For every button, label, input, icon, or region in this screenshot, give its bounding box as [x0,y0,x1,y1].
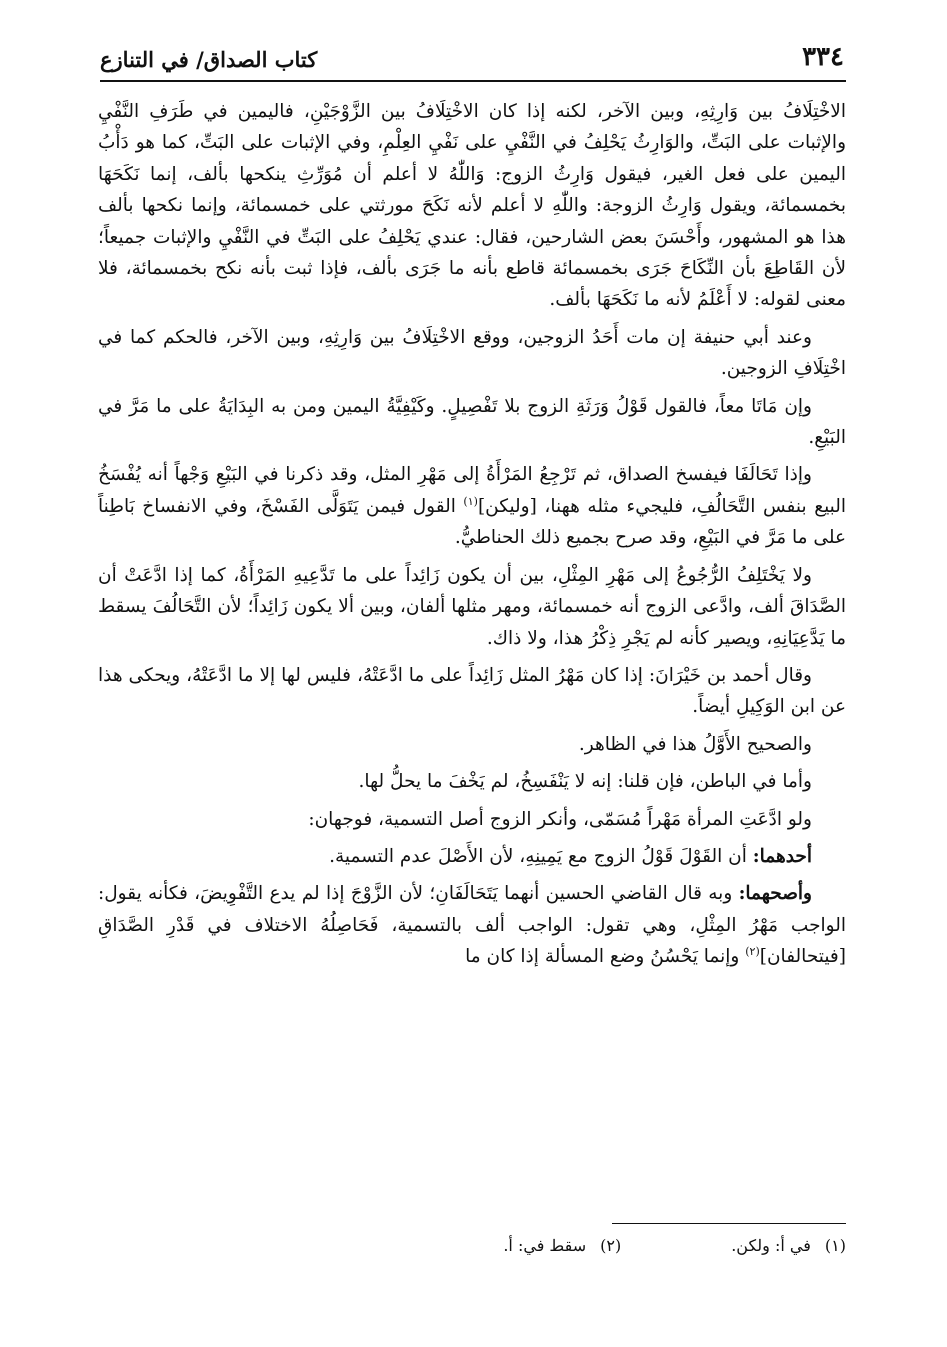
paragraph-text: أن القَوْلَ قَوْلُ الزوج مع يَمِينِهِ، لأن الأَصْلَ عدم التسمية. [329,845,753,867]
body-text [98,96,846,1211]
page-header [100,34,844,72]
paragraph [98,804,846,835]
paragraph [98,560,846,654]
footnote-text: في أ: ولكن. [731,1236,811,1255]
paragraph [98,660,846,723]
paragraph-text: القول فيمن يَتَوَلَّى الفَسْخَ، وفي الانفساخ بَاطِناً على ما مَرَّ في البَيْعِ، وقد صرح بجميع ذلك الحناطيُّ. [98,495,846,549]
footnote-number: (١) [824,1236,846,1255]
bold-lead: أحدهما: [752,845,812,867]
paragraph-text: ولا يَخْتَلِفُ الرُّجُوعُ إلى مَهْرِ المِثْلِ، بين أن يكون زَائِداً على ما تَدَّعِيهِ المَرْأَةُ، كما إذا ادَّعَتْ أن الصَّدَاقَ ألف، وادَّعى الزوج أنه خمسمائة، ومهر مثلها ألفان، وبين ألا يكون زَائِداً؛ لأن التَّحَالُفَ يسقط ما يَدَّعِيَانِهِ، ويصير كأنه لم يَجْرِ ذِكْرُ هذا، ولا ذاك. [98,564,846,649]
footnote-marker: (٢) [745,945,760,958]
footnote-number: (٢) [600,1236,622,1255]
paragraph-text: وإن مَاتَا معاً، فالقول قَوْلُ وَرَثَةِ الزوج بلا تَفْصِيلٍ. وكَيْفِيَّةُ اليمين ومن به البِدَايَةُ على ما مَرَّ في البَيْعِ. [98,395,846,449]
paragraph-text: ولو ادَّعَتِ المرأة مَهْراً مُسَمّى، وأنكر الزوج أصل التسمية، فوجهان: [308,808,812,830]
paragraph-text: وبه قال القاضي الحسين أنهما يَتَحَالَفَانِ؛ لأن الزَّوْجَ إذا لم يدع التَّفْوِيضَ، فكأنه يقول: الواجب مَهْرُ المِثْلِ، وهي تقول: الواجب ألف بالتسمية، فَحَاصِلُهُ الاختلاف في قَدْرِ الصَّدَاقِ [فيتحالفان] [98,883,846,968]
paragraph [98,96,846,316]
footnote-text: سقط في: أ. [503,1236,587,1255]
footnote [503,1236,621,1266]
paragraph [98,841,846,872]
paragraph-text: وقال أحمد بن خَيْرَانَ: إذا كان مَهْرُ المثل زَائِداً على ما ادَّعَتْهُ، فليس لها إلا ما ادَّعَتْهُ، ويحكى هذا عن ابن الوَكِيلِ أيضاً. [98,664,846,718]
paragraph [98,391,846,454]
paragraph-text: وإذا تَحَالَفَا فيفسخ الصداق، ثم تَرْجِعُ المَرْأَةُ إلى مَهْرِ المثل، وقد ذكرنا في البَيْعِ وَجْهاً أنه يُفْسَخُ البيع بنفس التَّحَالُفِ، فليجيء مثله ههنا، [وليكن] [98,464,846,517]
page-number: ٣٣٤ [802,42,844,72]
footnote-divider [612,1223,846,1224]
footnote-marker: (١) [463,494,478,508]
paragraph [98,322,846,385]
paragraph-text: وعند أبي حنيفة إن مات أَحَدُ الزوجين، ووقع الاخْتِلَافُ بين وَارِثِهِ، وبين الآخر، فالحكم كما في اخْتِلَافِ الزوجين. [98,326,846,380]
paragraph [98,729,846,760]
footnotes [300,1236,846,1266]
running-title: كتاب الصداق/ في التنازع [100,47,318,72]
paragraph-text: والصحيح الأَوَّلُ هذا في الظاهر. [578,733,812,755]
bold-lead: وأصحهما: [738,883,812,905]
paragraph [98,459,846,553]
paragraph [98,766,846,797]
paragraph-text: وأما في الباطن، فإن قلنا: إنه لا يَنْفَسِخُ، لم يَخْفَ ما يحلُّ لها. [358,771,812,793]
paragraph-text: الاخْتِلَافُ بين وَارِثِهِ، وبين الآخر، لكنه إذا كان الاخْتِلَافُ بين الزَّوْجَيْنِ، فاليمين في طَرَفِ النَّفْيِ والإثبات على البَتِّ، والوَارِثُ يَحْلِفُ في النَّفْيِ على نَفْيِ العِلْمِ، وفي الإثبات على البَتِّ، كما هو دَأْبُ اليمين على فعل الغير، فيقول وَارِثُ الزوج: وَاللّٰهُ لا أعلم أن مُوَرِّثِ ينكحها بألف، إنما نَكَحَهَا بخمسمائة، ويقول وَارِثُ الزوجة: واللّٰهِ لا أعلم لأنه نَكَحَ مورثتي على خمسمائة، وإنما نكحها بألف هذا هو المشهور، وأَحْسَنَ بعض الشارحين، فقال: عندي يَحْلِفُ على البَتِّ في النَّفْيِ والإثبات جميعاً؛ لأن القَاطِعَ بأن النِّكَاحَ جَرَى بخمسمائة قاطع بأنه ما جَرَى بألف، فإذا ثبت بأنه نكح بخمسمائة، فلا معنى لقوله: لا أَعْلَمُ لأنه ما نَكَحَهَا بألف. [98,101,846,311]
header-divider [100,80,846,82]
footnote [731,1236,846,1266]
paragraph [98,878,846,972]
paragraph-text: وإنما يَحْسُنُ وضع المسألة إذا كان ما [465,946,746,968]
